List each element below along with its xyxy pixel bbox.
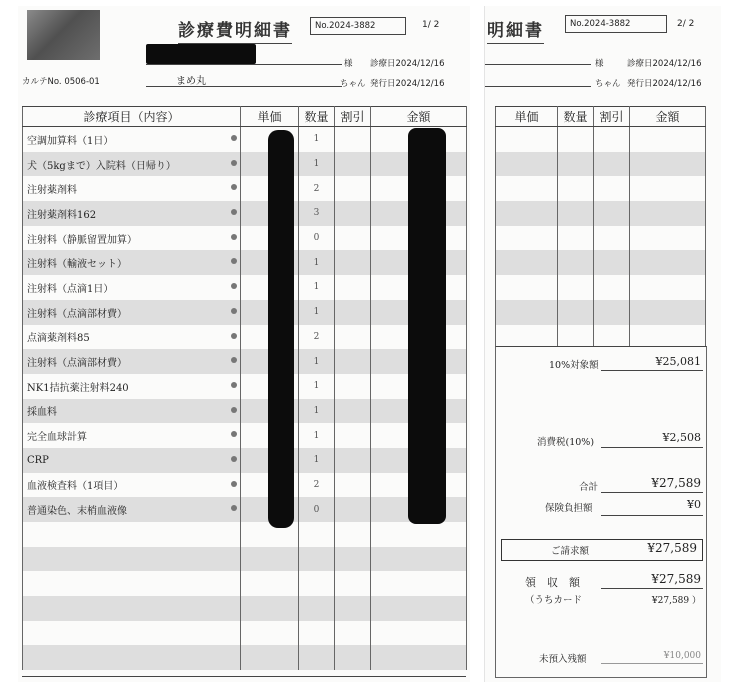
item-name: 注射料（輸液セット）	[27, 259, 127, 271]
empty-cell	[558, 176, 594, 201]
item-disc-cell	[335, 374, 371, 399]
item-name-cell	[23, 374, 241, 399]
page1-title: 診療費明細書	[178, 16, 292, 41]
page2-title: 明細書	[487, 16, 544, 41]
table-row	[23, 374, 467, 399]
table-row-empty	[496, 127, 706, 152]
empty-cell	[496, 176, 558, 201]
visit-date: 診療日2024/12/16	[370, 59, 445, 69]
received-value: ¥27,589	[651, 572, 701, 586]
table-row-empty	[23, 621, 467, 646]
owner-name-redaction	[146, 44, 256, 64]
table-row	[23, 250, 467, 275]
page2-header-amount: 金額	[630, 107, 706, 127]
bullet-dot-icon	[231, 308, 237, 314]
table-row-empty	[496, 275, 706, 300]
item-name-cell	[23, 275, 241, 300]
item-name: 注射料（点滴部材費）	[27, 358, 127, 370]
empty-cell	[241, 645, 299, 670]
empty-cell	[23, 547, 241, 572]
empty-cell	[335, 621, 371, 646]
owner-suffix: 様	[344, 59, 353, 69]
table-row	[23, 325, 467, 350]
table-row-empty	[496, 152, 706, 177]
pet-name: まめ丸	[176, 76, 206, 87]
item-name: 注射薬剤料	[27, 185, 77, 197]
page2-visit-date: 診療日2024/12/16	[627, 59, 702, 69]
total-label: 合計	[579, 482, 599, 493]
item-name-cell	[23, 250, 241, 275]
total-line	[601, 492, 703, 493]
items-table	[22, 106, 467, 670]
empty-cell	[496, 300, 558, 325]
table-row-empty	[496, 250, 706, 275]
owner-name-line	[146, 64, 342, 65]
item-name: 注射料（点滴1日）	[27, 283, 114, 295]
header-quantity: 数量	[299, 107, 335, 127]
table-row	[23, 300, 467, 325]
empty-cell	[558, 275, 594, 300]
table-row-empty	[23, 645, 467, 670]
item-name-cell	[23, 473, 241, 498]
empty-cell	[371, 571, 467, 596]
item-name-cell	[23, 399, 241, 424]
item-quantity: 1	[299, 127, 335, 152]
empty-cell	[23, 522, 241, 547]
item-name: 犬（5kgまで）入院料（日帰り）	[27, 160, 176, 172]
page2-items-table	[495, 106, 706, 374]
table-row	[23, 152, 467, 177]
insurance-value: ¥0	[687, 498, 701, 511]
bullet-dot-icon	[231, 431, 237, 437]
insurance-label: 保険負担額	[545, 503, 593, 514]
received-label: 領 収 額	[525, 576, 580, 589]
empty-cell	[496, 201, 558, 226]
empty-cell	[371, 645, 467, 670]
table-row	[23, 226, 467, 251]
item-name-cell	[23, 448, 241, 473]
table-row	[23, 201, 467, 226]
item-quantity: 1	[299, 448, 335, 473]
page2-owner-suffix: 様	[595, 59, 604, 69]
empty-cell	[335, 571, 371, 596]
empty-cell	[630, 275, 706, 300]
deposit-value: ¥10,000	[663, 651, 701, 661]
page2-pet-suffix: ちゃん	[595, 79, 621, 89]
item-name-cell	[23, 325, 241, 350]
item-disc-cell	[335, 300, 371, 325]
empty-cell	[496, 275, 558, 300]
empty-cell	[594, 300, 630, 325]
empty-cell	[594, 176, 630, 201]
item-name-cell	[23, 226, 241, 251]
item-name: 完全血球計算	[27, 432, 87, 444]
item-quantity: 2	[299, 176, 335, 201]
item-name: 注射料（静脈留置加算）	[27, 234, 137, 246]
empty-cell	[241, 547, 299, 572]
empty-cell	[630, 300, 706, 325]
item-quantity: 1	[299, 152, 335, 177]
card-label: （うちカード	[525, 595, 583, 606]
pet-photo	[27, 10, 100, 60]
bullet-dot-icon	[231, 258, 237, 264]
empty-cell	[299, 596, 335, 621]
empty-cell	[630, 226, 706, 251]
empty-cell	[23, 645, 241, 670]
page1-page-indicator: 1/ 2	[422, 20, 440, 30]
empty-cell	[630, 127, 706, 152]
tax-value: ¥2,508	[662, 431, 701, 444]
taxable-amount-line	[601, 370, 703, 371]
card-value: ¥27,589 ）	[651, 596, 701, 606]
item-name: 空調加算料（1日）	[27, 135, 114, 147]
empty-cell	[335, 645, 371, 670]
item-name: 血液検査料（1項目）	[27, 481, 124, 493]
empty-cell	[558, 250, 594, 275]
table-row-empty	[496, 176, 706, 201]
item-disc-cell	[335, 226, 371, 251]
invoice-page-1	[18, 6, 470, 682]
empty-cell	[594, 250, 630, 275]
empty-cell	[558, 300, 594, 325]
bullet-dot-icon	[231, 407, 237, 413]
table-row	[23, 473, 467, 498]
item-name: 点滴薬剤料85	[27, 333, 90, 345]
item-quantity: 1	[299, 349, 335, 374]
item-disc-cell	[335, 399, 371, 424]
item-name-cell	[23, 300, 241, 325]
item-name-cell	[23, 349, 241, 374]
header-discount: 割引	[335, 107, 371, 127]
table-row-empty	[496, 201, 706, 226]
empty-cell	[594, 127, 630, 152]
bullet-dot-icon	[231, 456, 237, 462]
taxable-amount-value: ¥25,081	[655, 355, 701, 368]
empty-cell	[496, 127, 558, 152]
item-quantity: 1	[299, 374, 335, 399]
empty-cell	[558, 226, 594, 251]
empty-cell	[23, 596, 241, 621]
header-item: 診療項目（内容）	[23, 107, 241, 127]
item-name-cell	[23, 423, 241, 448]
billed-label: ご請求額	[551, 546, 590, 557]
item-quantity: 0	[299, 497, 335, 522]
item-disc-cell	[335, 201, 371, 226]
item-quantity: 3	[299, 201, 335, 226]
empty-cell	[241, 571, 299, 596]
empty-cell	[23, 621, 241, 646]
item-quantity: 1	[299, 399, 335, 424]
amount-redaction	[408, 128, 446, 524]
item-quantity: 1	[299, 250, 335, 275]
table-row-empty	[23, 522, 467, 547]
page2-page-indicator: 2/ 2	[677, 19, 695, 29]
page2-header-discount: 割引	[594, 107, 630, 127]
page1-doc-number: No.2024-3882	[310, 17, 406, 35]
empty-cell	[299, 645, 335, 670]
empty-cell	[594, 275, 630, 300]
item-name: 普通染色、末梢血液像	[27, 506, 127, 518]
bullet-dot-icon	[231, 382, 237, 388]
item-disc-cell	[335, 250, 371, 275]
invoice-page-2	[484, 6, 721, 682]
page2-issue-date: 発行日2024/12/16	[627, 79, 702, 89]
bullet-dot-icon	[231, 481, 237, 487]
item-quantity: 0	[299, 226, 335, 251]
empty-cell	[496, 250, 558, 275]
table-row-empty	[496, 226, 706, 251]
table-row	[23, 448, 467, 473]
item-quantity: 1	[299, 423, 335, 448]
table-row-empty	[23, 596, 467, 621]
deposit-label: 未預入残額	[539, 654, 587, 665]
table-row-empty	[23, 547, 467, 572]
item-quantity: 2	[299, 473, 335, 498]
item-disc-cell	[335, 325, 371, 350]
pet-name-line	[146, 86, 342, 87]
item-name-cell	[23, 497, 241, 522]
empty-cell	[371, 547, 467, 572]
table-row	[23, 399, 467, 424]
empty-cell	[241, 596, 299, 621]
item-disc-cell	[335, 448, 371, 473]
empty-cell	[558, 201, 594, 226]
empty-cell	[335, 522, 371, 547]
empty-cell	[371, 621, 467, 646]
bullet-dot-icon	[231, 135, 237, 141]
page2-owner-line	[485, 64, 591, 65]
received-line	[601, 588, 703, 589]
item-name: 注射薬剤料162	[27, 209, 97, 221]
taxable-amount-label: 10%対象額	[549, 360, 599, 371]
empty-cell	[335, 547, 371, 572]
item-name: 採血料	[27, 407, 57, 419]
bullet-dot-icon	[231, 209, 237, 215]
empty-cell	[630, 201, 706, 226]
item-quantity: 1	[299, 300, 335, 325]
item-name: 注射料（点滴部材費）	[27, 308, 127, 320]
item-quantity: 1	[299, 275, 335, 300]
item-disc-cell	[335, 473, 371, 498]
page2-doc-number: No.2024-3882	[565, 15, 667, 33]
page2-pet-line	[485, 86, 591, 87]
billed-value: ¥27,589	[647, 541, 697, 555]
empty-cell	[241, 621, 299, 646]
empty-cell	[630, 176, 706, 201]
item-disc-cell	[335, 275, 371, 300]
empty-cell	[335, 596, 371, 621]
empty-cell	[299, 522, 335, 547]
summary-box	[495, 346, 707, 678]
total-value: ¥27,589	[651, 476, 701, 490]
bullet-dot-icon	[231, 283, 237, 289]
empty-cell	[630, 250, 706, 275]
issue-date: 発行日2024/12/16	[370, 79, 445, 89]
deposit-line	[601, 663, 703, 664]
empty-cell	[630, 152, 706, 177]
table-row	[23, 423, 467, 448]
table-row	[23, 497, 467, 522]
table-row	[23, 127, 467, 152]
empty-cell	[299, 621, 335, 646]
item-name: NK1拮抗薬注射料240	[27, 382, 129, 394]
empty-cell	[594, 152, 630, 177]
bullet-dot-icon	[231, 160, 237, 166]
tax-line	[601, 447, 703, 448]
bullet-dot-icon	[231, 357, 237, 363]
empty-cell	[371, 596, 467, 621]
table-row-empty	[23, 571, 467, 596]
item-disc-cell	[335, 349, 371, 374]
item-name-cell	[23, 201, 241, 226]
chart-number: カルテNo. 0506-01	[22, 77, 100, 87]
empty-cell	[594, 226, 630, 251]
empty-cell	[594, 201, 630, 226]
bullet-dot-icon	[231, 234, 237, 240]
empty-cell	[496, 226, 558, 251]
item-quantity: 2	[299, 325, 335, 350]
items-table-header	[23, 107, 467, 127]
insurance-line	[601, 515, 703, 516]
bullet-dot-icon	[231, 333, 237, 339]
header-amount: 金額	[371, 107, 467, 127]
pet-suffix: ちゃん	[340, 79, 366, 89]
empty-cell	[496, 152, 558, 177]
empty-cell	[299, 571, 335, 596]
item-disc-cell	[335, 497, 371, 522]
empty-cell	[23, 571, 241, 596]
empty-cell	[299, 547, 335, 572]
item-disc-cell	[335, 176, 371, 201]
item-name-cell	[23, 152, 241, 177]
table-row	[23, 275, 467, 300]
table-row	[23, 349, 467, 374]
page2-table-header	[496, 107, 706, 127]
item-disc-cell	[335, 152, 371, 177]
item-name-cell	[23, 176, 241, 201]
empty-cell	[558, 152, 594, 177]
table-row	[23, 176, 467, 201]
bullet-dot-icon	[231, 505, 237, 511]
table1-bottom-border	[22, 676, 466, 677]
item-name-cell	[23, 127, 241, 152]
item-name: CRP	[27, 454, 49, 466]
page2-header-unit-price: 単価	[496, 107, 558, 127]
tax-label: 消費税(10%)	[537, 437, 595, 448]
empty-cell	[371, 522, 467, 547]
bullet-dot-icon	[231, 184, 237, 190]
page2-header-quantity: 数量	[558, 107, 594, 127]
unit-price-redaction	[268, 130, 294, 528]
item-disc-cell	[335, 423, 371, 448]
empty-cell	[558, 127, 594, 152]
header-unit-price: 単価	[241, 107, 299, 127]
item-disc-cell	[335, 127, 371, 152]
table-row-empty	[496, 300, 706, 325]
